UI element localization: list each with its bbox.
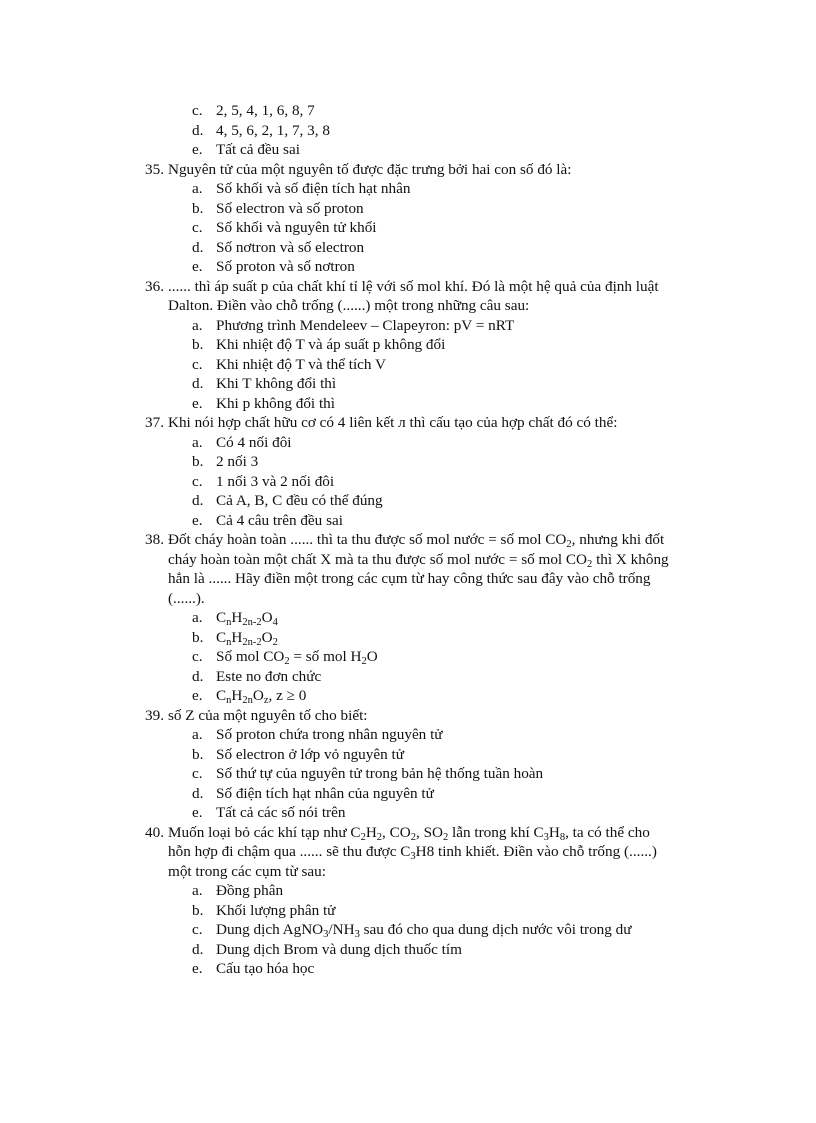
stem-text: , SO [415,823,443,841]
q40-option-c [0,920,816,940]
question-stem: Nguyên tử của một nguyên tố được đặc trưng bởi hai con số đó là: [168,160,572,178]
option-label: a. [192,316,203,334]
stem-text: , ta có thể cho [565,823,650,841]
option-text: Số khối và nguyên tử khối [216,219,377,236]
option-text: Tất cả các số nói trên [216,804,346,821]
question-number: 39. [145,706,164,724]
q39-option-b [0,745,816,765]
q38-option-e [0,686,816,706]
subscript: 4 [272,617,278,628]
option-text: Tất cả đều sai [216,141,300,158]
stem-text: hỗn hợp đi chậm qua ...... sẽ thu được C [168,843,411,860]
q39-option-d [0,784,816,804]
option-label: d. [192,375,204,392]
question-number: 35. [145,160,164,178]
formula-part: , z ≥ 0 [268,687,307,704]
option-text: Khối lượng phân tử [216,901,336,919]
option-label: d. [192,940,204,958]
formula-part: /NH [328,921,355,938]
subscript: n [226,636,232,648]
option-text: 2 nối 3 [216,453,259,470]
q34-option-c [0,101,816,121]
option-text: 4, 5, 6, 2, 1, 7, 3, 8 [216,121,330,139]
option-text: Số thứ tự của nguyên tử trong bản hệ thống tuần hoàn [216,765,544,782]
formula-part: H [231,609,243,626]
subscript: 2 [361,656,367,667]
option-text: Khi nhiệt độ T và thể tích V [216,355,386,373]
option-label: d. [192,492,204,509]
option-text: Số khối và số điện tích hạt nhân [216,180,411,197]
option-label: c. [192,219,203,236]
option-formula [216,686,306,706]
option-label: d. [192,121,204,139]
option-label: a. [192,609,203,626]
option-label: c. [192,921,203,938]
option-label: a. [192,882,203,899]
question-38-continued [0,569,816,589]
stem-text: Đốt cháy hoàn toàn ...... thì ta thu được số mol nước = số mol CO [168,531,567,548]
option-label: a. [192,180,203,197]
question-stem-line-2 [168,550,669,570]
question-stem: Khi nói hợp chất hữu cơ có 4 liên kết л thì cấu tạo của hợp chất đó có thể: [168,414,618,431]
q37-option-e [0,511,816,531]
q35-option-d [0,238,816,258]
option-text: Cả 4 câu trên đều sai [216,511,343,529]
option-text: Số nơtron và số electron [216,238,365,256]
q37-option-c [0,472,816,492]
subscript: 3 [543,831,549,843]
document-page [0,101,816,979]
q37-option-b [0,452,816,472]
question-stem-line-4: (......). [168,589,205,607]
subscript: 2 [587,558,593,570]
option-label: d. [192,784,204,802]
option-label: d. [192,238,204,256]
formula-part: O [252,687,264,704]
question-stem: số Z của một nguyên tố cho biết: [168,706,368,724]
subscript: 2n-2 [242,636,262,648]
q38-option-d [0,667,816,687]
option-text: Cả A, B, C đều có thể đúng [216,492,383,509]
option-label: b. [192,628,204,646]
q34-option-e [0,140,816,160]
question-stem-line-1: ...... thì áp suất p của chất khí tỉ lệ với số mol khí. Đó là một hệ quả của định luật [168,277,659,295]
question-stem-line-1 [168,530,664,550]
question-40-continued [0,842,816,862]
subscript: 2 [410,831,416,843]
option-text: Số electron và số proton [216,199,364,217]
option-text: Số điện tích hạt nhân của nguyên tử [216,784,434,802]
option-label: d. [192,667,204,685]
formula-part: C [216,609,227,626]
option-label: e. [192,687,203,704]
option-label: b. [192,901,204,919]
option-text: Có 4 nối đôi [216,433,292,451]
formula-part: H [231,687,243,704]
formula-part: Số mol CO [216,648,285,665]
subscript: 2 [443,831,449,843]
formula-part: O [261,609,273,626]
option-text: Khi p không đổi thì [216,394,335,412]
q40-option-b [0,901,816,921]
q39-option-a [0,725,816,745]
option-label: e. [192,258,203,275]
option-formula [216,608,278,628]
question-number: 40. [145,823,164,841]
q38-option-c [0,647,816,667]
question-stem-line-2: Dalton. Điền vào chỗ trống (......) một trong những câu sau: [168,297,530,314]
q36-option-a [0,316,816,336]
q40-option-a [0,881,816,901]
option-label: e. [192,141,203,158]
subscript: 2 [284,656,290,667]
subscript: 2 [566,539,572,550]
subscript: 2n [242,695,253,706]
question-35 [0,160,816,180]
subscript: 2 [272,636,278,648]
question-37 [0,413,816,433]
subscript: 2 [360,831,366,843]
subscript: 3 [410,851,416,862]
option-formula [216,647,378,667]
option-label: e. [192,511,203,529]
option-label: b. [192,336,204,353]
q34-option-d [0,121,816,141]
subscript: 8 [559,831,566,843]
q39-option-e [0,803,816,823]
option-text: Số proton chứa trong nhân nguyên tử [216,726,443,743]
formula-part: O [261,628,273,646]
stem-text: thì X không [592,550,669,568]
question-38 [0,530,816,550]
formula-part: = số mol H [289,648,362,665]
q36-option-d [0,374,816,394]
subscript: n [226,695,232,706]
option-text: Đồng phân [216,882,284,899]
question-40-continued [0,862,816,882]
stem-text: H8 tinh khiết. Điền vào chỗ trống (......) [415,843,657,860]
option-text: Cấu tạo hóa học [216,960,315,977]
option-text: Phương trình Mendeleev – Clapeyron: pV = nRT [216,316,515,334]
question-number: 36. [145,277,164,295]
q40-option-e [0,959,816,979]
question-stem-line-3: hẳn là ...... Hãy điền một trong các cụm từ hay công thức sau đây vào chỗ trống [168,570,651,587]
stem-text: H [548,823,560,841]
subscript: 2n-2 [242,617,262,628]
formula-part: H [231,628,243,646]
option-text: 2, 5, 4, 1, 6, 8, 7 [216,102,315,119]
stem-text: H [365,823,377,841]
stem-text: Muốn loại bỏ các khí tạp như C [168,823,361,841]
q37-option-a [0,433,816,453]
option-text: Dung dịch Brom và dung dịch thuốc tím [216,940,462,958]
option-formula [216,628,278,648]
question-39 [0,706,816,726]
option-label: e. [192,960,203,977]
subscript: z [263,695,269,706]
formula-part: C [216,628,227,646]
option-label: c. [192,102,203,119]
question-38-continued [0,550,816,570]
q36-option-c [0,355,816,375]
stem-text: cháy hoàn toàn một chất X mà ta thu được số mol nước = số mol CO [168,550,588,568]
option-label: c. [192,648,203,665]
q37-option-d [0,491,816,511]
q38-option-a [0,608,816,628]
question-36 [0,277,816,297]
question-number: 38. [145,531,164,548]
question-38-continued [0,589,816,609]
formula-part: O [366,648,378,665]
question-36-continued [0,296,816,316]
option-label: c. [192,472,203,490]
option-label: e. [192,804,203,821]
option-formula [216,920,631,940]
formula-part: C [216,687,227,704]
q38-option-b [0,628,816,648]
option-label: a. [192,726,203,743]
option-label: e. [192,394,203,412]
option-label: b. [192,453,204,470]
option-text: 1 nối 3 và 2 nối đôi [216,472,335,490]
option-text: Số electron ở lớp vỏ nguyên tử [216,745,404,763]
q35-option-b [0,199,816,219]
option-label: c. [192,355,203,373]
question-stem-line-2 [168,842,657,862]
formula-part: Dung dịch AgNO [216,921,324,938]
q39-option-c [0,764,816,784]
q40-option-d [0,940,816,960]
question-number: 37. [145,414,164,431]
question-stem-line-3: một trong các cụm từ sau: [168,862,326,880]
subscript: 3 [354,929,360,940]
option-label: b. [192,199,204,217]
stem-text: , CO [382,823,411,841]
subscript: 2 [376,831,383,843]
option-text: Số proton và số nơtron [216,258,355,275]
option-label: b. [192,745,204,763]
q35-option-c [0,218,816,238]
option-text: Khi nhiệt độ T và áp suất p không đổi [216,336,446,353]
subscript: n [226,617,232,628]
stem-text: , nhưng khi đốt [571,531,665,548]
option-label: a. [192,433,203,451]
stem-text: lẫn trong khí C [448,823,544,841]
question-stem-line-1 [168,823,650,843]
question-40 [0,823,816,843]
q36-option-b [0,335,816,355]
q35-option-a [0,179,816,199]
option-label: c. [192,765,203,782]
option-text: Khi T không đổi thì [216,375,337,392]
q35-option-e [0,257,816,277]
option-text: Este no đơn chức [216,667,322,685]
subscript: 3 [323,929,329,940]
q36-option-e [0,394,816,414]
formula-part: sau đó cho qua dung dịch nước vôi trong dư [359,921,632,938]
